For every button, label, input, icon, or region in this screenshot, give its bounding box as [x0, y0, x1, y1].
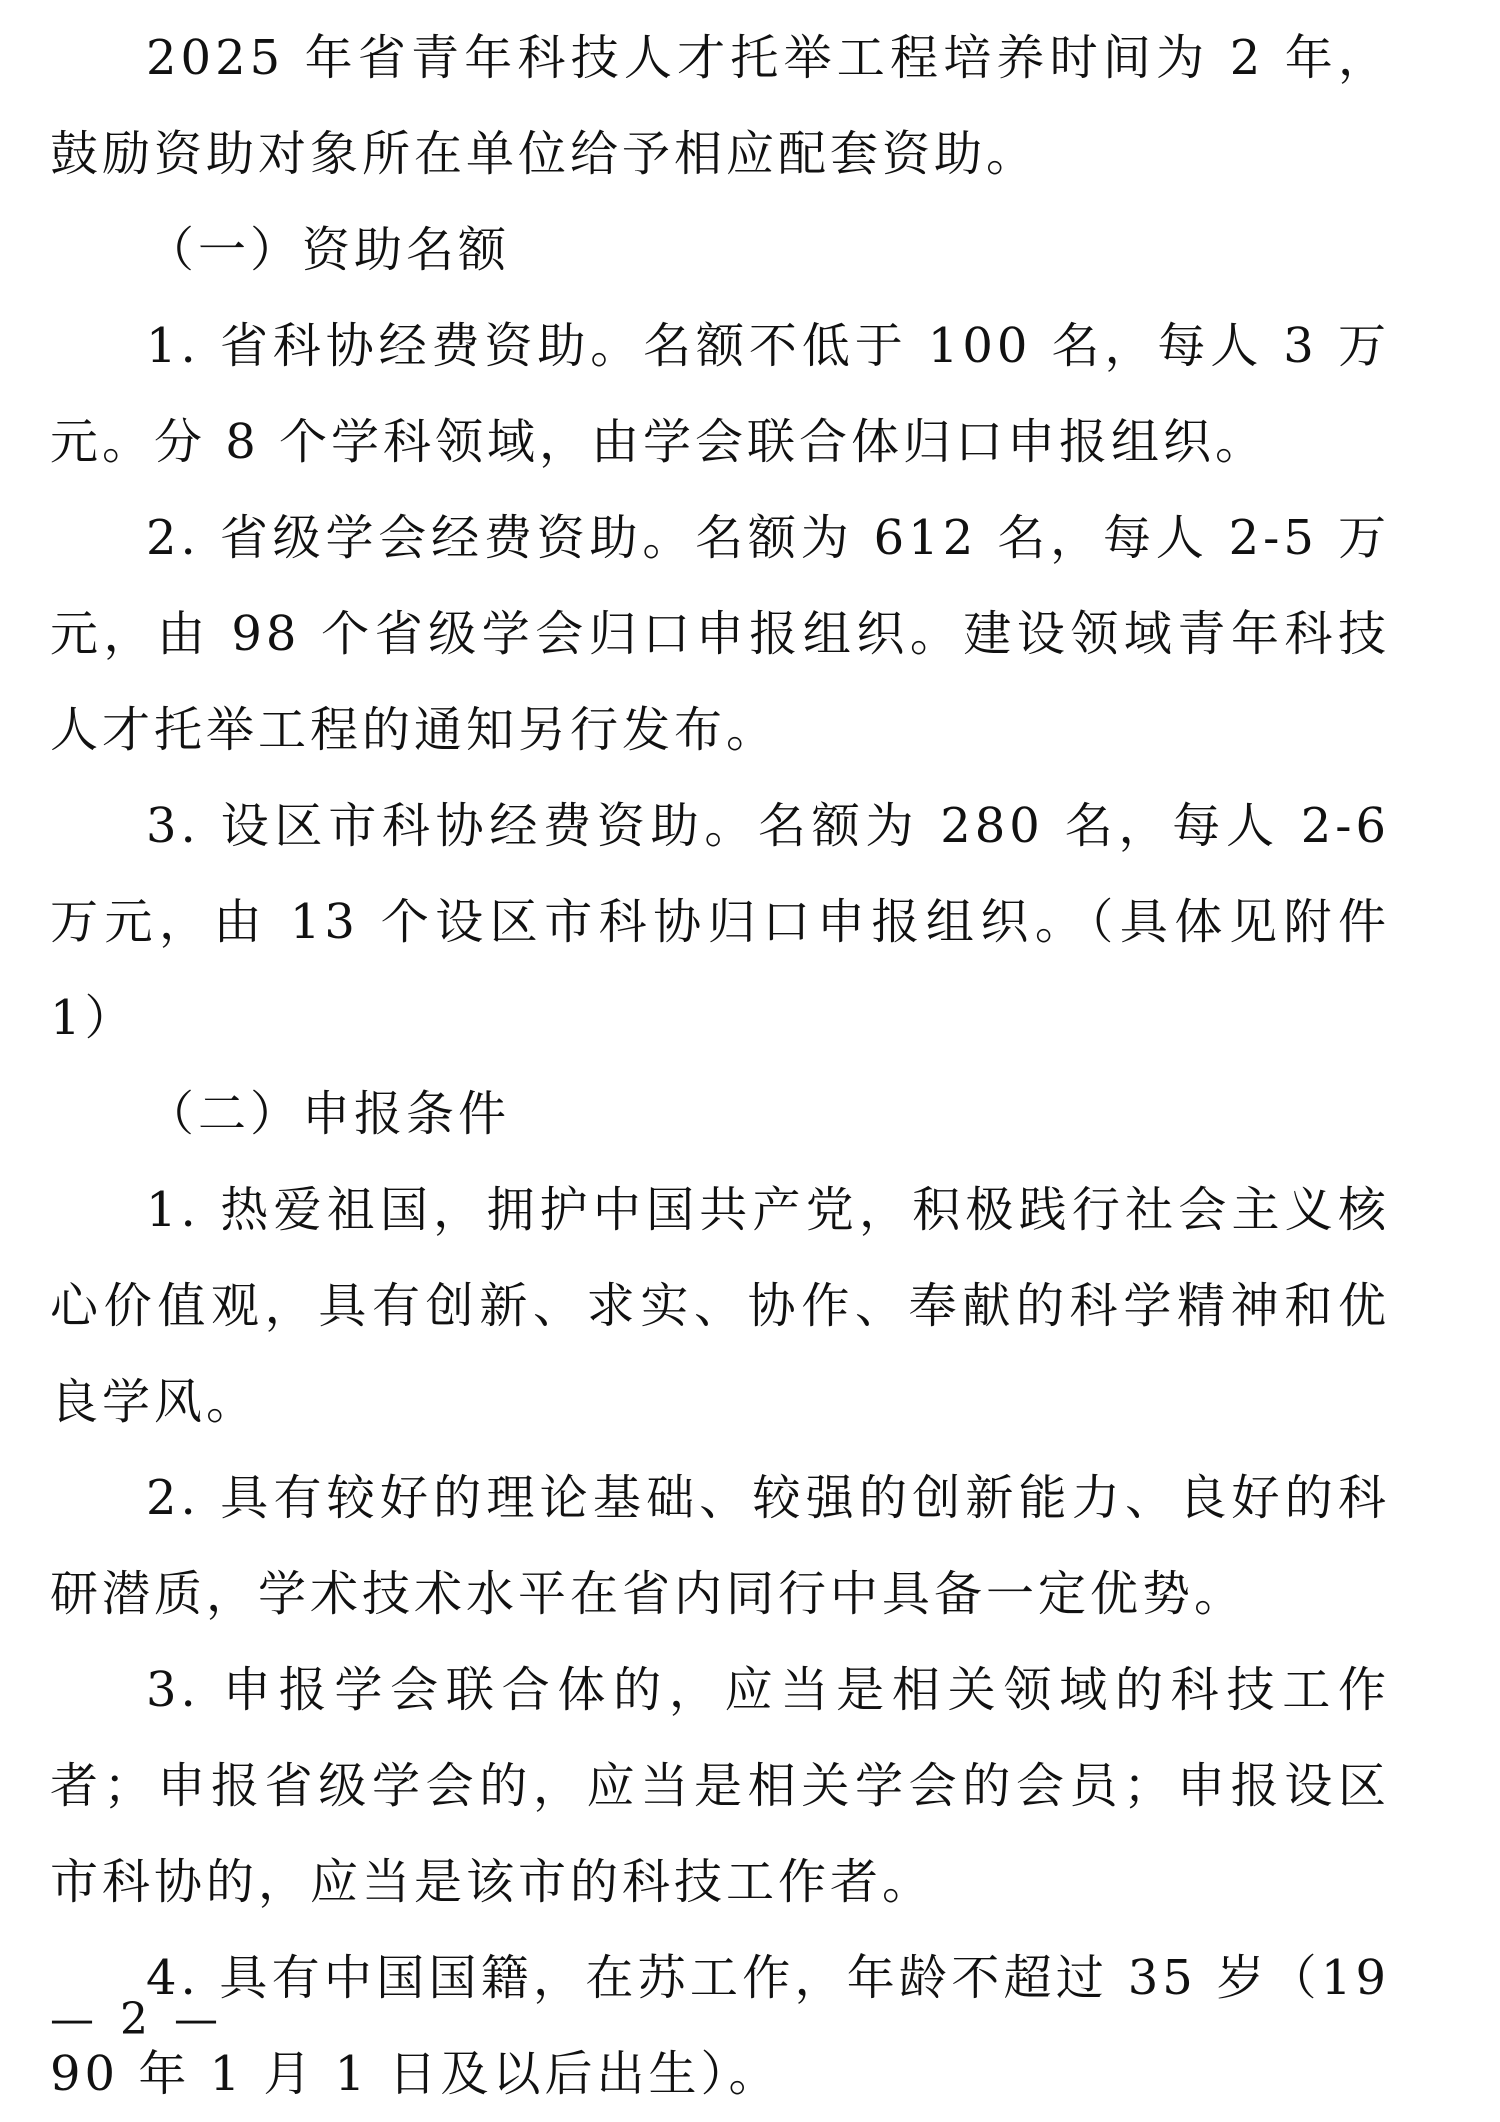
paragraph-city-association-funding: 3. 设区市科协经费资助。名额为 280 名，每人 2-6 万元，由 13 个设区市科协归口申报组织。（具体见附件 1） — [50, 798, 1390, 1046]
section-heading-funding-quota: （一）资助名额 — [146, 222, 511, 278]
document-page — [50, 10, 1390, 2122]
paragraph-condition-2: 2. 具有较好的理论基础、较强的创新能力、良好的科研潜质，学术技术水平在省内同行中具备一定优势。 — [50, 1470, 1390, 1622]
paragraph-training-period: 2025 年省青年科技人才托举工程培养时间为 2 年，鼓励资助对象所在单位给予相应配套资助。 — [50, 30, 1390, 182]
paragraph-condition-3: 3. 申报学会联合体的，应当是相关领域的科技工作者；申报省级学会的，应当是相关学会的会员；申报设区市科协的，应当是该市的科技工作者。 — [50, 1662, 1390, 1910]
paragraph-provincial-society-funding: 2. 省级学会经费资助。名额为 612 名，每人 2-5 万元，由 98 个省级学会归口申报组织。建设领域青年科技人才托举工程的通知另行发布。 — [50, 510, 1390, 758]
section-heading-application-conditions: （二）申报条件 — [146, 1086, 511, 1142]
paragraph-condition-4: 4. 具有中国国籍，在苏工作，年龄不超过 35 岁（1990 年 1 月 1 日及以后出生）。 — [50, 1950, 1390, 2102]
page-number: — 2 — — [50, 1994, 224, 2045]
paragraph-condition-1: 1. 热爱祖国，拥护中国共产党，积极践行社会主义核心价值观，具有创新、求实、协作、奉献的科学精神和优良学风。 — [50, 1182, 1390, 1430]
paragraph-provincial-association-funding: 1. 省科协经费资助。名额不低于 100 名，每人 3 万元。分 8 个学科领域，由学会联合体归口申报组织。 — [50, 318, 1390, 470]
